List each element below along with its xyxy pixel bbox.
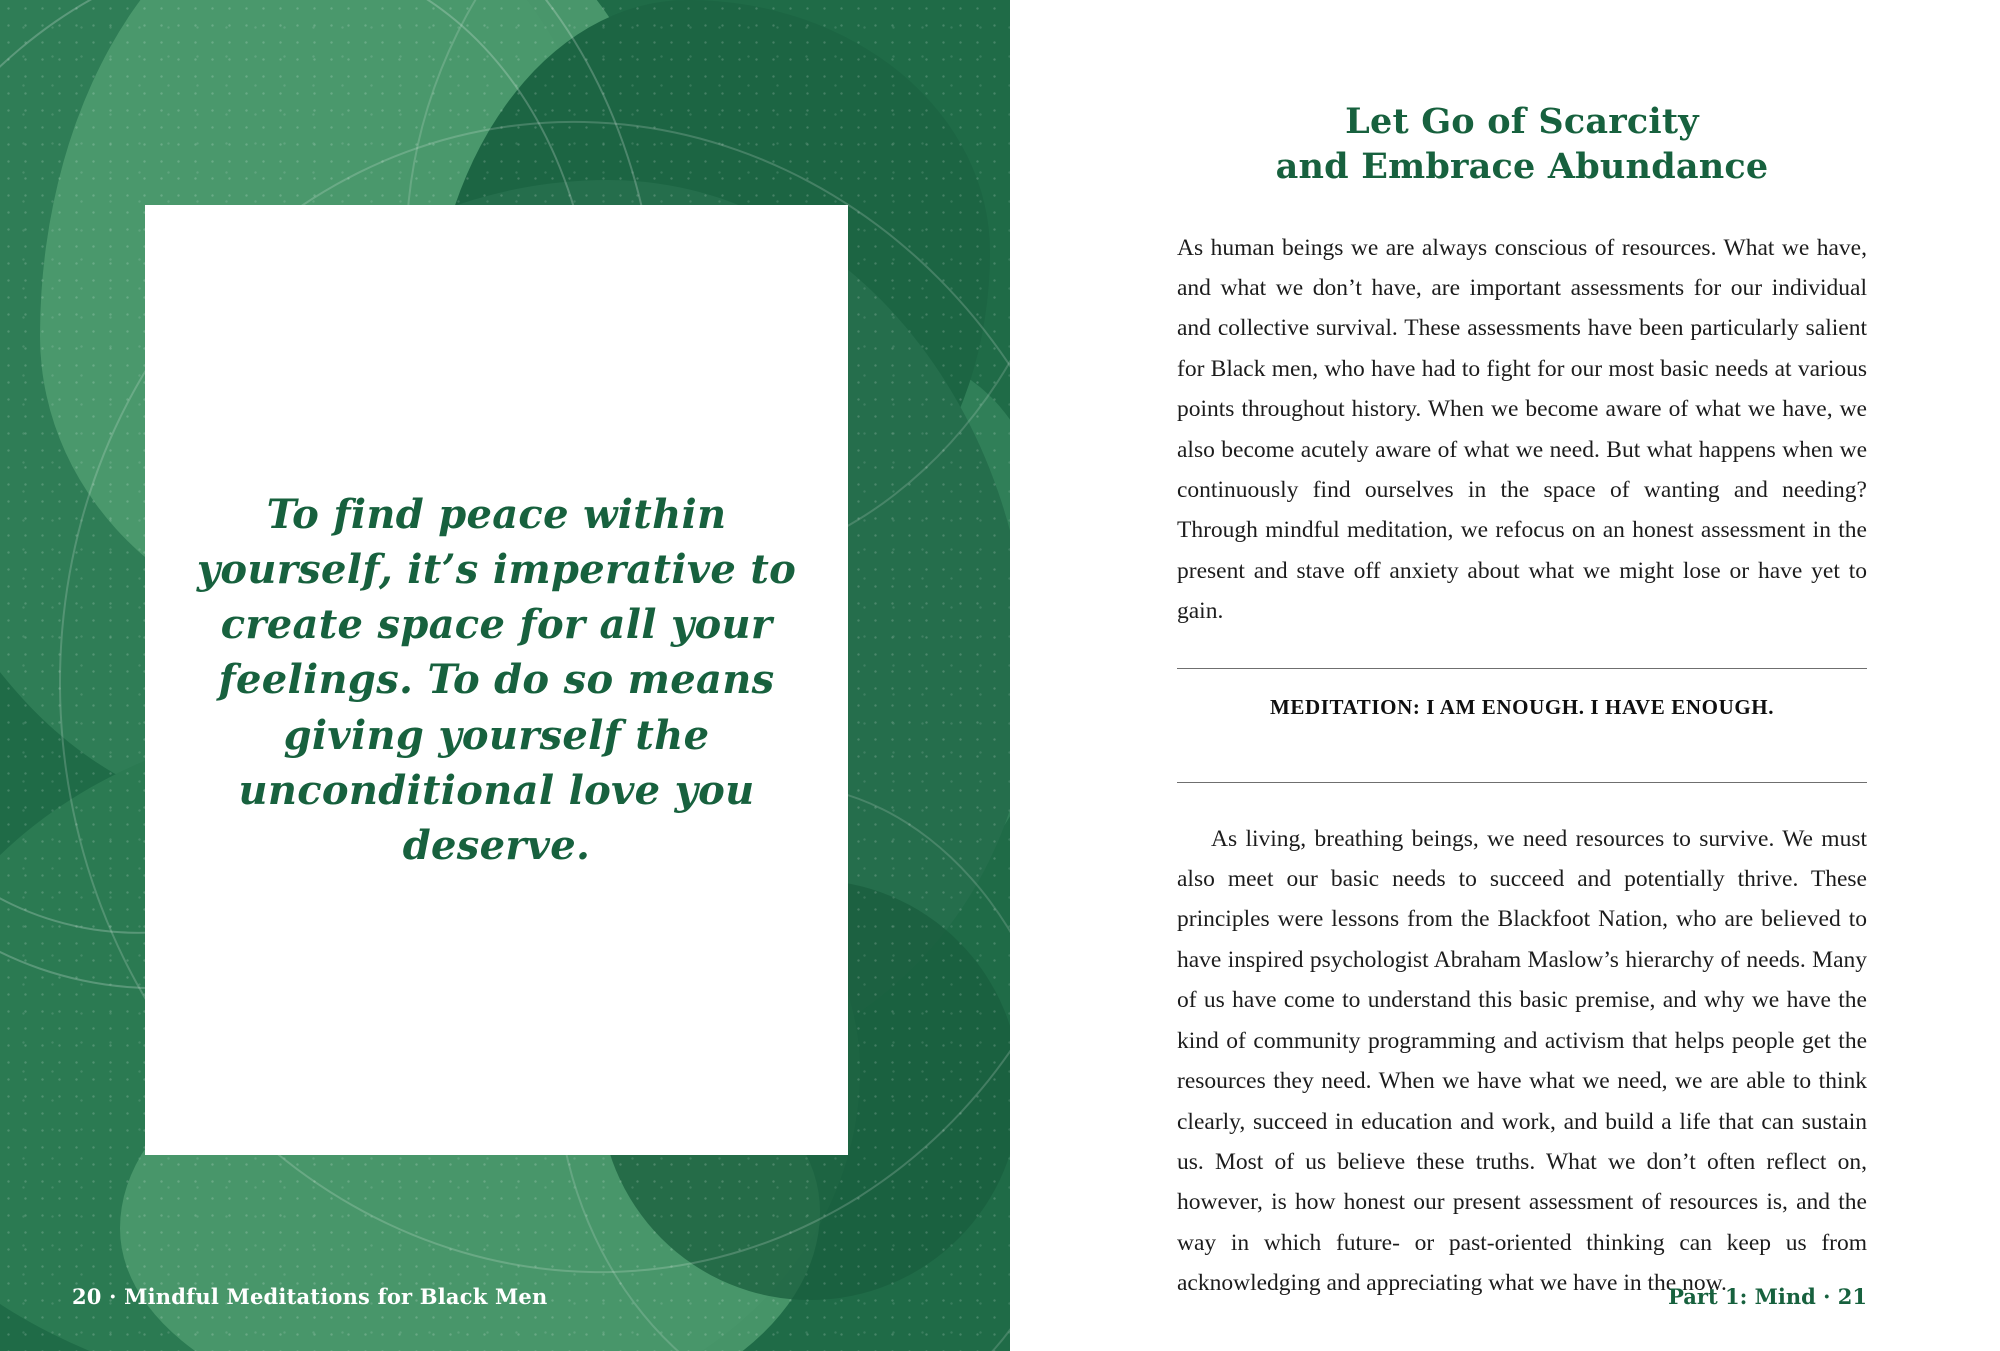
- divider-bottom: [1177, 782, 1867, 783]
- meditation-callout: MEDITATION: I AM ENOUGH. I HAVE ENOUGH.: [1269, 694, 1775, 719]
- page-title: [1177, 100, 1867, 190]
- right-page-content: [1177, 100, 1867, 1304]
- left-page-footer: 20 · Mindful Meditations for Black Men: [72, 1284, 548, 1309]
- pull-quote-text: To find peace within yourself, it’s imperative to create space for all your feelings. To do so means giving yourself the unconditional love you deserve.: [196, 490, 797, 869]
- page-gutter: [1010, 0, 1022, 1351]
- page-title-line-2: and Embrace Abundance: [1275, 145, 1769, 187]
- right-page-footer: Part 1: Mind · 21: [1668, 1284, 1867, 1309]
- page-title-line-1: Let Go of Scarcity: [1345, 101, 1699, 142]
- quote-card: [145, 205, 848, 1155]
- right-page: [1022, 0, 2000, 1351]
- body-paragraph-2: As living, breathing beings, we need resources to survive. We must also meet our basic needs to succeed and potentially thrive. These principles were lessons from the Blackfoot Nation, who are believed to have inspired psychologist Abraham Maslow’s hierarchy of needs. Many of us have come to understand this basic premise, and why we have the kind of community programming and activism that helps people get the resources they need. When we have what we need, we are able to think clearly, succeed in education and work, and build a life that can sustain us. Most of us believe these truths. What we don’t often reflect on, however, is how honest our present assessment of resources is, and the way in which future- or past-oriented thinking can keep us from acknowledging and appreciating what we have in the now.: [1177, 825, 1867, 1297]
- body-paragraph-1: As human beings we are always conscious of resources. What we have, and what we don’t have, are important assessments for our individual and collective survival. These assessments have been particularly salient for Black men, who have had to fight for our most basic needs at various points throughout history. When we become aware of what we have, we also become acutely aware of what we need. But what happens when we continuously find ourselves in the space of wanting and needing? Through mindful meditation, we refocus on an honest assessment in the present and stave off anxiety about what we might lose or have yet to gain.: [1177, 234, 1867, 625]
